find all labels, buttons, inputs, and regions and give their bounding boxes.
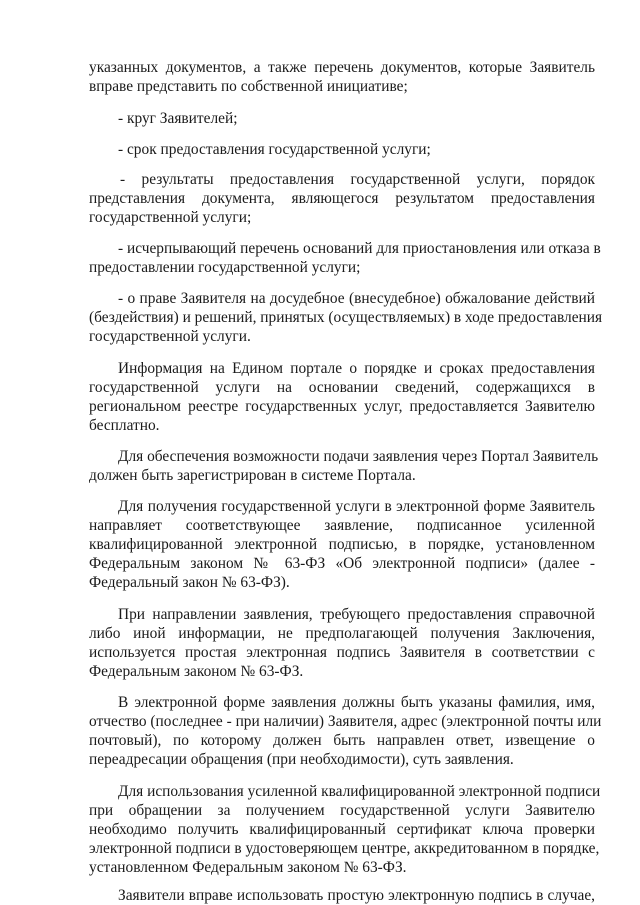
text-line: установленном Федеральным законом № 63-ФЗ. — [89, 859, 407, 876]
text-line: квалифицированной электронной подписью, в порядке, установленном — [89, 536, 595, 553]
text-line: при обращении за получением государственной услуги Заявителю — [89, 802, 595, 819]
text-line: электронной подписи в удостоверяющем центре, аккредитованном в порядке, — [89, 840, 600, 857]
text-line: (бездействия) и решений, принятых (осуществляемых) в ходе предоставления — [89, 309, 603, 326]
paragraph-first-line: Для использования усиленной квалифицированной электронной подписи — [118, 783, 601, 800]
text-line: Федеральным законом № 63-ФЗ «Об электронной подписи» (далее - — [89, 555, 595, 572]
list-item: - исчерпывающий перечень оснований для приостановления или отказа в — [118, 240, 601, 257]
text-line: должен быть зарегистрирован в системе Портала. — [89, 467, 416, 484]
text-line: предоставлении государственной услуги; — [89, 259, 361, 276]
list-item: - о праве Заявителя на досудебное (внесудебное) обжалование действий — [118, 290, 595, 307]
text-line: Федеральный закон № 63-ФЗ). — [89, 574, 290, 591]
text-line: государственной услуги. — [89, 328, 251, 345]
text-line: бесплатно. — [89, 417, 160, 434]
list-item: - результаты предоставления государственной услуги, порядок — [120, 171, 595, 188]
text-line: направляет соответствующее заявление, подписанное усиленной — [89, 517, 595, 534]
text-line: указанных документов, а также перечень документов, которые Заявитель — [89, 59, 595, 76]
text-line: Федеральным законом № 63-ФЗ. — [89, 663, 304, 680]
text-line: отчество (последнее - при наличии) Заявителя, адрес (электронной почты или — [89, 713, 602, 730]
text-line: почтовый), по которому должен быть направлен ответ, извещение о — [89, 732, 595, 749]
paragraph-first-line: Для получения государственной услуги в электронной форме Заявитель — [118, 498, 595, 515]
text-line: вправе представить по собственной инициативе; — [89, 78, 408, 95]
list-item: - круг Заявителей; — [118, 110, 238, 127]
paragraph-first-line: Заявители вправе использовать простую электронную подпись в случае, — [118, 887, 595, 904]
text-line: представления документа, являющегося результатом предоставления — [89, 190, 595, 207]
text-line: необходимо получить квалифицированный сертификат ключа проверки — [89, 821, 595, 838]
text-line: используется простая электронная подпись Заявителя в соответствии с — [89, 644, 595, 661]
paragraph-first-line: Информация на Едином портале о порядке и сроках предоставления — [118, 360, 595, 377]
text-line: переадресации обращения (при необходимости), суть заявления. — [89, 751, 514, 768]
paragraph-first-line: Для обеспечения возможности подачи заявления через Портал Заявитель — [118, 448, 599, 465]
text-line: либо иной информации, не предполагающей получения Заключения, — [89, 625, 595, 642]
paragraph-first-line: При направлении заявления, требующего предоставления справочной — [118, 606, 595, 623]
text-line: государственной услуги; — [89, 209, 252, 226]
text-line: региональном реестре государственных услуг, предоставляется Заявителю — [89, 398, 595, 415]
text-line: государственной услуги на основании сведений, содержащихся в — [89, 379, 595, 396]
paragraph-first-line: В электронной форме заявления должны быть указаны фамилия, имя, — [118, 694, 595, 711]
list-item: - срок предоставления государственной услуги; — [118, 141, 431, 158]
